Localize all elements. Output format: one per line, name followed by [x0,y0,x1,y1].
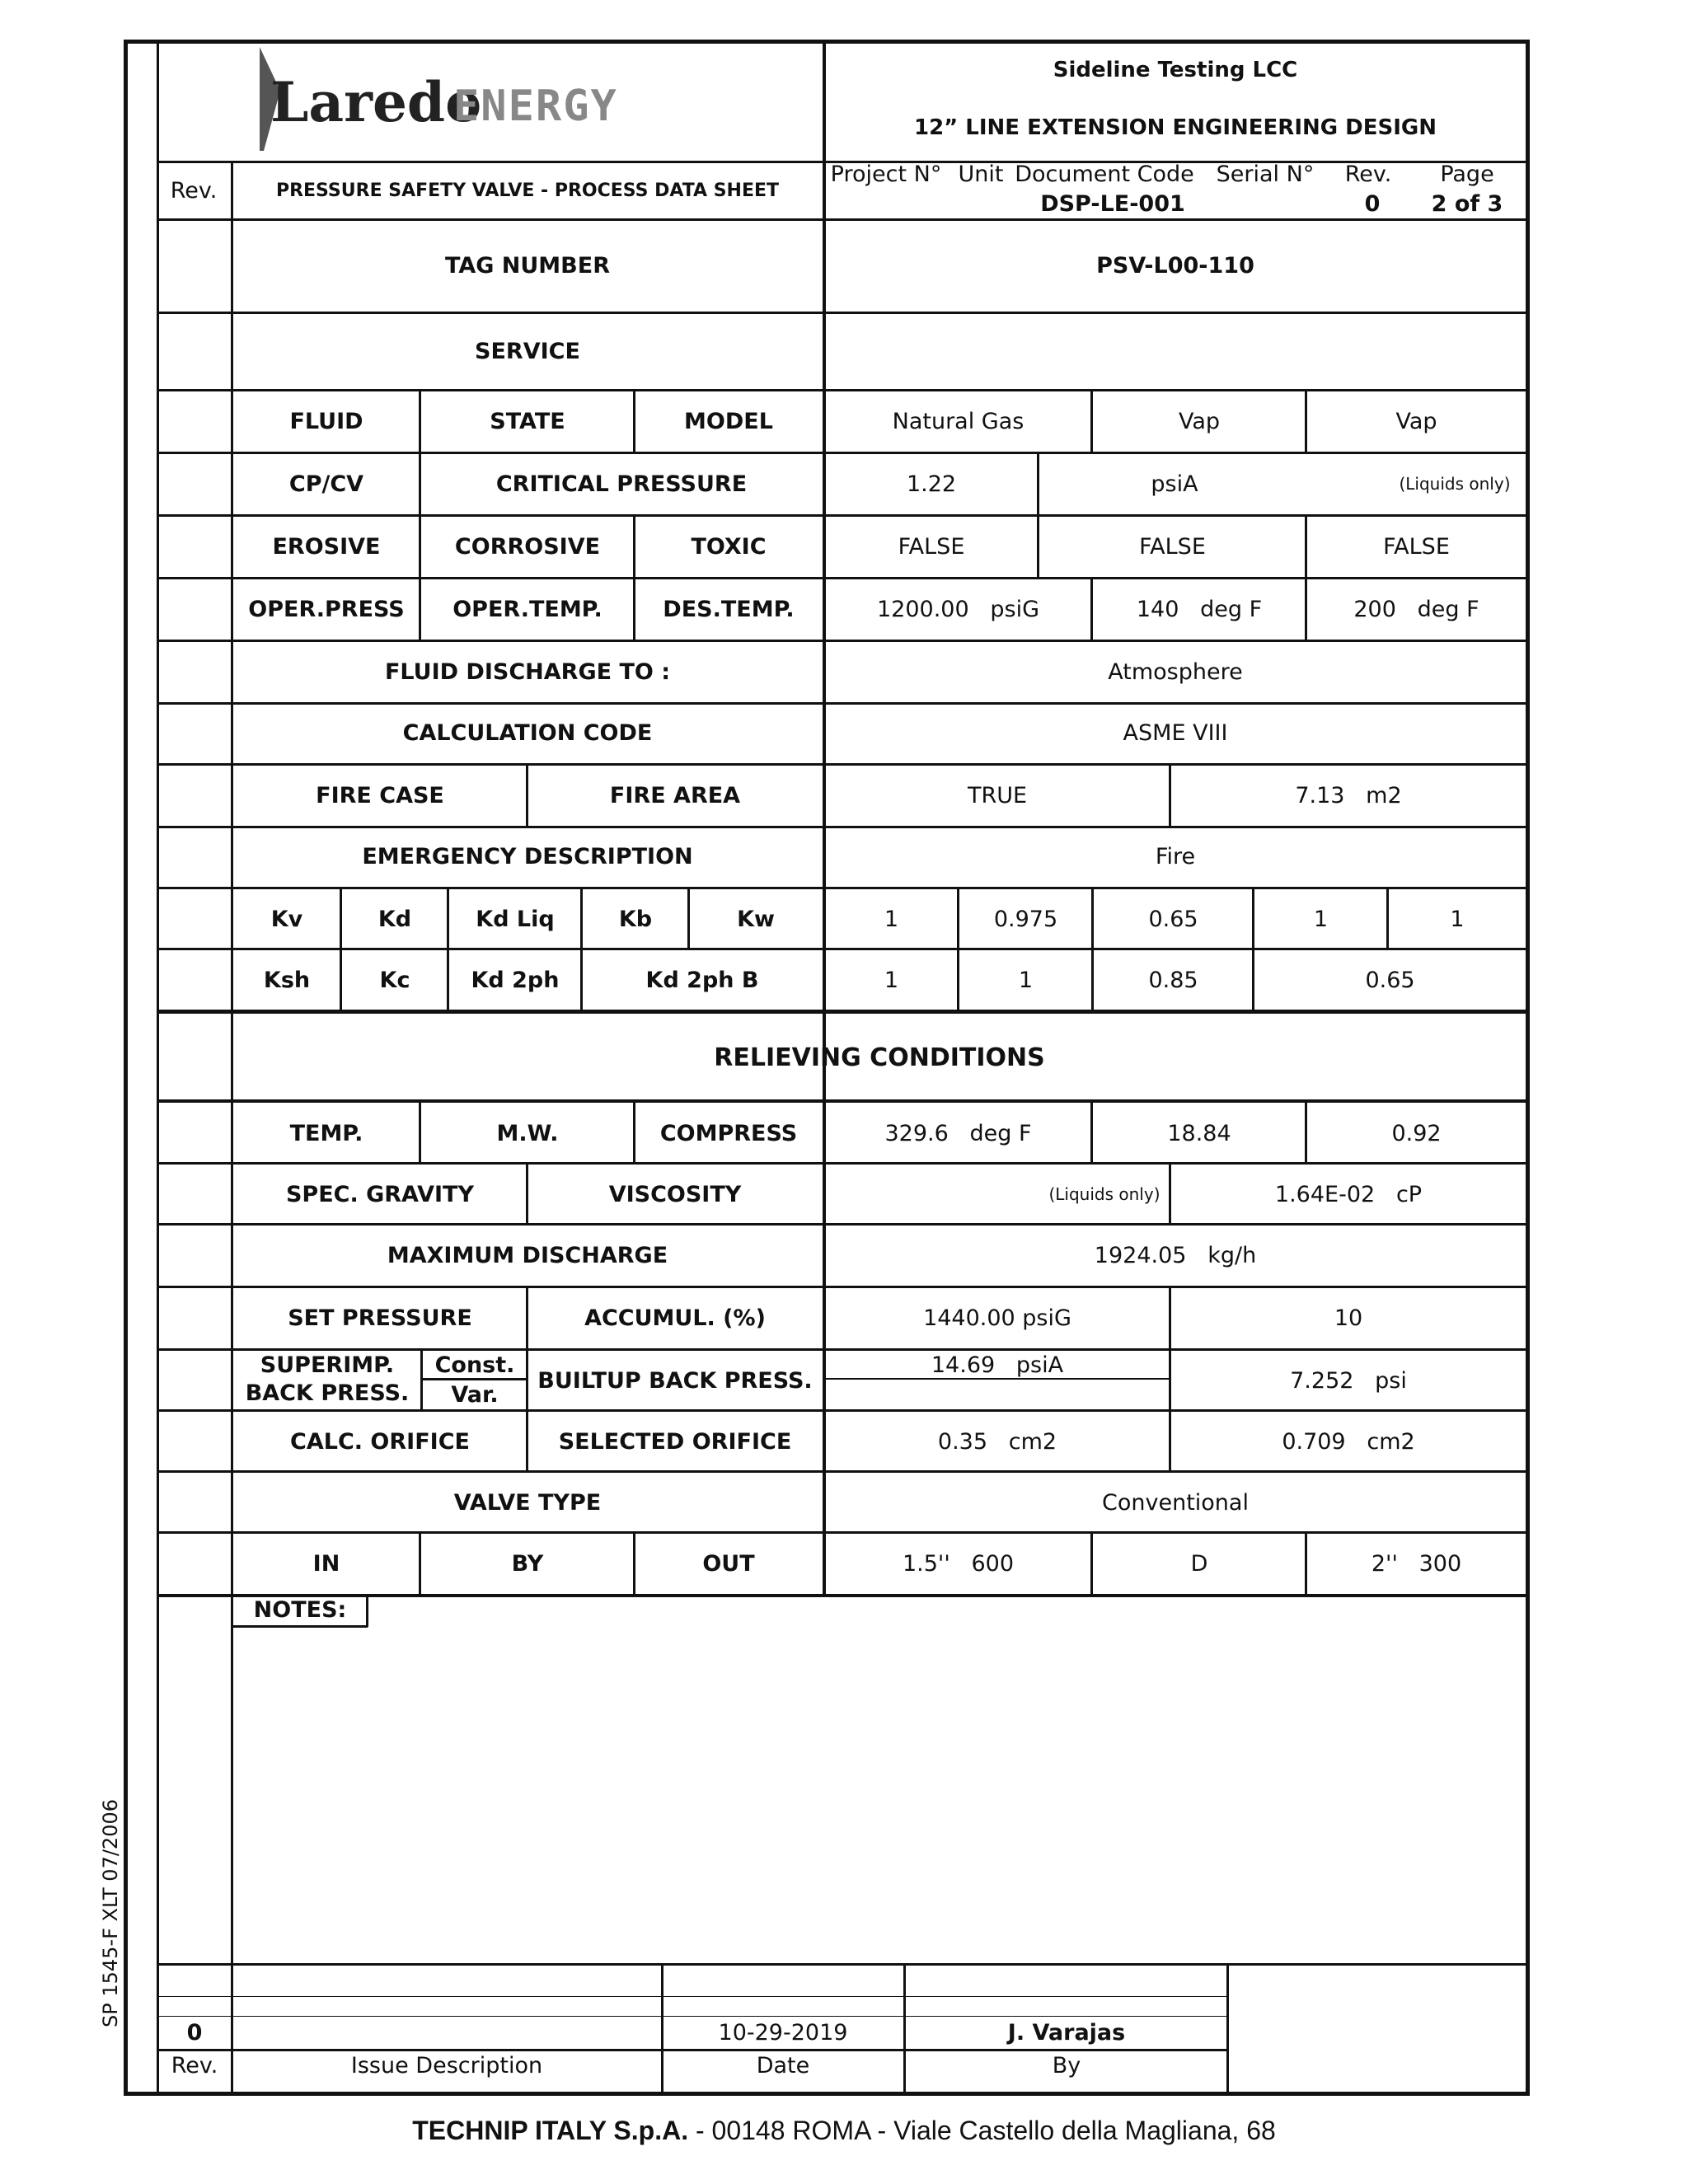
label-superimp: SUPERIMP. [260,1352,395,1378]
form-code-side-text: SP 1545-F XLT 07/2006 [99,1798,122,2027]
label-kd-2ph: Kd 2ph [471,967,560,993]
value-kd: 0.975 [993,906,1058,932]
label-viscosity: VISCOSITY [608,1181,742,1207]
label-des-temp: DES.TEMP. [663,596,795,622]
value-discharge-to: Atmosphere [1108,658,1243,685]
col-project: Project N° [830,161,942,187]
value-fluid: Natural Gas [892,408,1025,434]
rev-col-date: Date [756,2052,810,2079]
value-kw: 1 [1450,906,1465,932]
label-tag-number: TAG NUMBER [445,252,610,279]
label-max-discharge: MAXIMUM DISCHARGE [387,1242,668,1268]
value-tag-number: PSV-L00-110 [1096,252,1254,279]
label-fluid: FLUID [289,408,363,434]
value-kd-2ph: 0.85 [1148,967,1198,993]
label-kd: Kd [377,906,412,932]
label-notes: NOTES: [253,1596,347,1623]
logo-energy: ENERGY [453,82,618,131]
label-service: SERVICE [475,338,580,364]
value-ksh: 1 [884,967,899,993]
value-temp: 329.6 deg F [884,1120,1032,1146]
value-oper-press: 1200.00 psiG [876,596,1040,622]
value-kv: 1 [884,906,899,932]
rev-date: 10-29-2019 [718,2019,848,2046]
value-calc-orifice: 0.35 cm2 [937,1428,1057,1455]
value-corrosive: FALSE [1139,533,1206,560]
label-cpcv: CP/CV [288,471,364,497]
label-oper-temp: OPER.TEMP. [452,596,603,622]
value-set-pressure: 1440.00 psiG [923,1305,1071,1331]
label-mw: M.W. [496,1120,559,1146]
label-critical-pressure: CRITICAL PRESSURE [495,471,748,497]
label-valve-type: VALVE TYPE [453,1489,602,1516]
value-toxic: FALSE [1383,533,1450,560]
company-logo [256,45,635,152]
label-toxic: TOXIC [691,533,767,560]
value-kb: 1 [1313,906,1329,932]
rev-value: 0 [1364,190,1381,217]
label-ksh: Ksh [263,967,311,993]
value-critical-unit: psiA [1151,471,1198,497]
value-builtup: 7.252 psi [1290,1367,1407,1394]
value-erosive: FALSE [898,533,965,560]
label-kb: Kb [618,906,653,932]
value-kd-liq: 0.65 [1148,906,1198,932]
logo-word: Laredo [270,70,482,134]
grid-line [231,1625,368,1628]
label-compress: COMPRESS [659,1120,798,1146]
label-fluid-discharge: FLUID DISCHARGE TO : [384,658,671,685]
label-state: STATE [490,408,565,434]
sheet-title: PRESSURE SAFETY VALVE - PROCESS DATA SHEET [275,180,780,201]
page-value: 2 of 3 [1431,190,1503,217]
label-emergency: EMERGENCY DESCRIPTION [362,843,693,869]
note-spec-gravity-liquids: (Liquids only) [1048,1184,1160,1204]
label-calc-code: CALCULATION CODE [402,719,653,746]
value-valve-type: Conventional [1102,1489,1249,1516]
value-accumul: 10 [1334,1305,1363,1331]
rev-by: J. Varajas [1007,2019,1126,2046]
doc-code: DSP-LE-001 [1040,190,1185,217]
value-viscosity: 1.64E-02 cP [1274,1181,1423,1207]
value-des-temp: 200 deg F [1353,596,1479,622]
grid-line [157,2016,1228,2017]
value-fire-area: 7.13 m2 [1295,782,1402,808]
value-calc-code: ASME VIII [1123,719,1228,746]
rev-col-by: By [1052,2052,1081,2079]
label-fire-case: FIRE CASE [316,782,444,808]
col-page: Page [1440,161,1494,187]
grid-line [157,1996,1228,1997]
value-oper-temp: 140 deg F [1136,596,1263,622]
rev-label: Rev. [170,177,218,204]
label-const: Const. [434,1352,515,1378]
label-erosive: EROSIVE [272,533,381,560]
value-compress: 0.92 [1391,1120,1442,1146]
label-corrosive: CORROSIVE [454,533,601,560]
label-back-press: BACK PRESS. [245,1380,410,1406]
value-out: 2'' 300 [1371,1550,1462,1577]
label-calc-orifice: CALC. ORIFICE [290,1428,470,1455]
label-oper-press: OPER.PRESS [248,596,405,622]
col-serial: Serial N° [1216,161,1315,187]
col-unit: Unit [958,161,1004,187]
label-kv: Kv [270,906,303,932]
label-var: Var. [451,1381,499,1408]
value-kc: 1 [1018,967,1034,993]
project-title: 12” LINE EXTENSION ENGINEERING DESIGN [913,115,1437,140]
section-relieving-conditions: RELIEVING CONDITIONS [714,1043,1045,1072]
col-document-code: Document Code [1015,161,1194,187]
label-kd-liq: Kd Liq [476,906,555,932]
label-temp: TEMP. [289,1120,363,1146]
note-liquids-only: (Liquids only) [1399,474,1511,494]
col-rev: Rev. [1344,161,1392,187]
rev-col-description: Issue Description [350,2052,543,2079]
grid-line [157,1963,1526,1966]
label-accumul: ACCUMUL. (%) [584,1305,766,1331]
rev-number: 0 [186,2019,203,2046]
label-fire-area: FIRE AREA [609,782,741,808]
footer-address-text: - 00148 ROMA - Viale Castello della Magliana, 68 [688,2115,1276,2145]
value-by: D [1190,1550,1208,1577]
value-max-discharge: 1924.05 kg/h [1094,1242,1257,1268]
value-model: Vap [1395,408,1437,434]
label-set-pressure: SET PRESSURE [288,1305,472,1331]
value-emergency: Fire [1155,843,1196,869]
value-mw: 18.84 [1167,1120,1231,1146]
label-in: IN [312,1550,340,1577]
value-cpcv: 1.22 [906,471,957,497]
label-by: BY [511,1550,544,1577]
label-kd-2ph-b: Kd 2ph B [645,967,759,993]
footer-company: TECHNIP ITALY S.p.A. [412,2115,689,2145]
label-builtup: BUILTUP BACK PRESS. [537,1367,813,1394]
label-out: OUT [702,1550,755,1577]
rev-col-rev: Rev. [171,2052,218,2079]
value-kd-2ph-b: 0.65 [1365,967,1415,993]
value-in: 1.5'' 600 [902,1550,1015,1577]
label-kw: Kw [737,906,775,932]
label-kc: Kc [379,967,410,993]
value-state: Vap [1178,408,1221,434]
label-selected-orifice: SELECTED ORIFICE [558,1428,792,1455]
label-model: MODEL [684,408,773,434]
value-selected-orifice: 0.709 cm2 [1282,1428,1415,1455]
label-spec-gravity: SPEC. GRAVITY [285,1181,475,1207]
company-name: Sideline Testing LCC [1053,58,1298,82]
footer-address [0,2110,1688,2151]
grid-line [157,41,159,2093]
value-superimp-const: 14.69 psiA [931,1352,1064,1378]
value-fire-case: TRUE [967,782,1028,808]
